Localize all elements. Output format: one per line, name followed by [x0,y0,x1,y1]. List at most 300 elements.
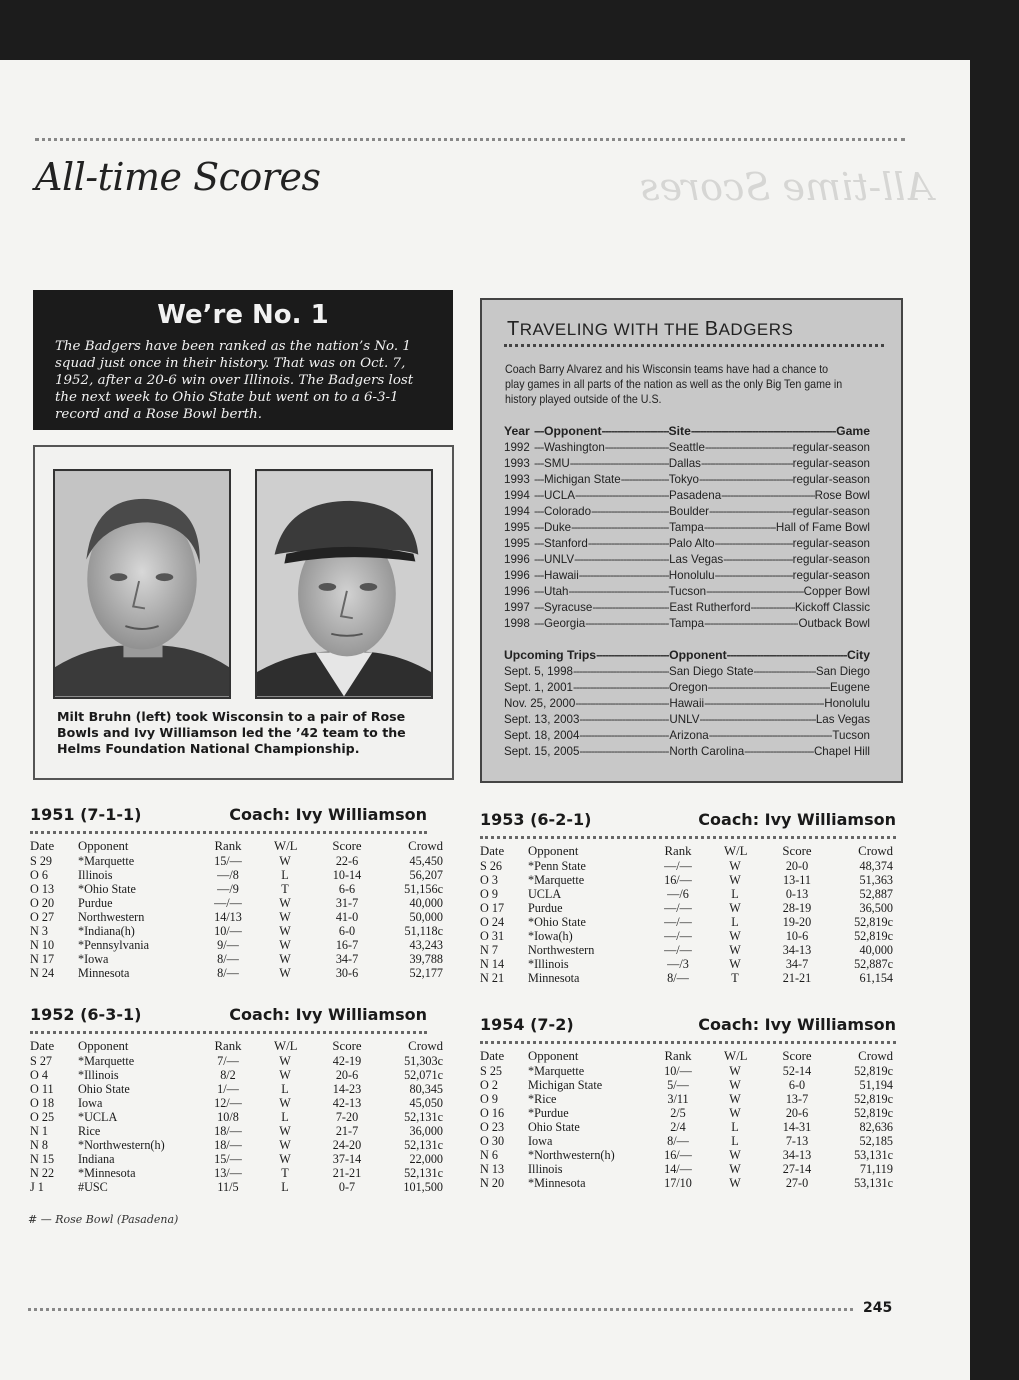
dash-leader [704,617,798,630]
game-result: W [729,901,741,915]
col-rank: Rank [214,839,242,853]
dash-leader [744,745,814,758]
game-result: L [731,1120,739,1134]
travel-site: Seattle [668,441,705,454]
col-upcoming: Upcoming Trips [504,648,597,662]
game-crowd: 52,819c [854,1064,893,1078]
dash-leader [588,537,669,550]
game-row [30,924,443,938]
game-opponent: *Marquette [528,1064,585,1078]
dash-leader [701,457,793,470]
game-row [480,971,896,985]
game-date: N 10 [30,938,55,952]
upcoming-header-row [504,646,870,662]
travel-game: regular-season [792,473,870,486]
ivy-williamson-photo [255,469,433,699]
game-result: W [279,1124,291,1138]
game-row [480,1134,896,1148]
travel-header-row [504,422,870,438]
game-opponent: *Ohio State [528,915,586,929]
game-date: N 6 [480,1148,498,1162]
upcoming-city: Chapel Hill [813,745,870,758]
travel-game: regular-season [792,441,870,454]
travel-row [504,582,870,598]
upcoming-row [504,694,870,710]
game-date: N 17 [30,952,55,966]
game-date: N 13 [480,1162,505,1176]
travel-game: regular-season [792,569,870,582]
travel-site: Palo Alto [668,537,715,550]
game-crowd: 52,819c [854,915,893,929]
game-crowd: 52,819c [854,1106,893,1120]
game-result: W [279,1054,291,1068]
travel-year: 1994 [504,505,530,518]
upcoming-date: Nov. 25, 2000 [504,697,576,710]
dash-leader [573,681,669,694]
season-coach: Coach: Ivy Williamson [229,805,427,824]
dash-leader [708,681,830,694]
dash-leader [592,601,669,614]
game-rank: 8/— [217,952,239,966]
game-score: 28-19 [782,901,812,915]
col-wl: W/L [274,1039,298,1053]
game-rank: 2/4 [670,1120,686,1134]
game-score: 14-31 [782,1120,812,1134]
game-crowd: 80,345 [409,1082,443,1096]
upcoming-date: Sept. 15, 2005 [504,745,580,758]
upcoming-opponent: Hawaii [669,697,705,710]
game-rank: 7/— [217,1054,239,1068]
game-rank: 8/2 [220,1068,236,1082]
col-opponent: Opponent [78,839,129,853]
game-date: O 9 [480,887,498,901]
game-date: O 9 [480,1092,498,1106]
travel-site: Dallas [668,457,701,470]
game-row [480,1078,896,1092]
dash-leader [534,473,544,486]
upcoming-row [504,662,870,678]
game-row [480,859,896,873]
game-score: 13-7 [785,1092,809,1106]
travel-game: Outback Bowl [798,617,870,630]
coaches-photo-panel [33,445,454,780]
game-result: W [729,859,741,873]
game-result: W [279,1138,291,1152]
game-row [480,929,896,943]
game-date: O 23 [480,1120,505,1134]
game-crowd: 48,374 [859,859,893,873]
game-score: 22-6 [335,854,359,868]
travel-row [504,486,870,502]
game-opponent: Rice [78,1124,101,1138]
game-crowd: 61,154 [859,971,893,985]
game-rank: —/— [664,915,692,929]
game-result: W [279,1068,291,1082]
travel-row [504,438,870,454]
season-1954 [480,1015,896,1215]
game-date: S 27 [30,1054,53,1068]
game-opponent: *UCLA [78,1110,118,1124]
upcoming-city: San Diego [815,665,870,678]
game-result: L [731,1134,739,1148]
game-result: W [279,952,291,966]
upcoming-opponent: North Carolina [669,745,745,758]
game-crowd: 45,450 [409,854,443,868]
game-crowd: 53,131c [854,1176,893,1190]
game-rank: 16/— [664,873,692,887]
game-score: 34-13 [782,1148,812,1162]
game-rank: 18/— [214,1124,242,1138]
travel-opponent: SMU [544,457,570,470]
col-opponent: Opponent [78,1039,129,1053]
col-crowd: Crowd [858,1049,893,1063]
col-opponent: Opponent [544,424,602,438]
game-result: W [729,929,741,943]
game-row [480,1064,896,1078]
game-date: N 24 [30,966,55,980]
season-record: 1953 (6-2-1) [480,810,592,829]
season-record: 1954 (7-2) [480,1015,574,1034]
travel-game: Rose Bowl [814,489,870,502]
dash-leader [579,729,669,742]
travel-site: Tampa [669,521,704,534]
travel-year: 1994 [504,489,530,502]
game-crowd: 52,131c [404,1166,443,1180]
game-row [30,1180,443,1194]
game-date: O 3 [480,873,498,887]
game-result: W [729,1176,741,1190]
game-result: W [279,1096,291,1110]
game-crowd: 71,119 [859,1162,893,1176]
game-opponent: *Iowa [78,952,109,966]
game-date: O 11 [30,1082,54,1096]
game-row [30,1096,443,1110]
game-result: W [279,938,291,952]
col-score: Score [332,839,362,853]
upcoming-opponent: San Diego State [668,665,754,678]
game-opponent: *Illinois [528,957,569,971]
game-opponent: Minnesota [78,966,130,980]
game-rank: 3/11 [667,1092,689,1106]
game-date: O 27 [30,910,55,924]
dash-leader [602,424,669,438]
col-crowd: Crowd [858,844,893,858]
col-city: City [846,648,870,662]
game-crowd: 56,207 [409,868,443,882]
game-score: 31-7 [335,896,359,910]
game-row [480,1092,896,1106]
game-opponent: Illinois [528,1162,563,1176]
game-result: W [729,1162,741,1176]
game-crowd: 52,131c [404,1110,443,1124]
travel-row [504,550,870,566]
game-score: 24-20 [332,1138,362,1152]
col-date: Date [480,1049,505,1063]
game-date: N 14 [480,957,505,971]
game-score: 20-0 [785,859,809,873]
game-score: 21-21 [332,1166,362,1180]
game-opponent: *Minnesota [78,1166,136,1180]
upcoming-city: Eugene [830,681,870,694]
game-opponent: Indiana [78,1152,115,1166]
rose-bowl-footnote: # — Rose Bowl (Pasadena) [28,1213,179,1226]
were-no-1-body: The Badgers have been ranked as the nation’s No. 1 squad just once in their history. That was on Oct. 7, 1952, after a 20-6 win over Illinois. The Badgers lost the next week to Ohio State but went on to a 6-3-1 record and a Rose Bowl berth. [55,339,414,422]
milt-bruhn-photo [53,469,231,699]
dash-leader [705,441,793,454]
dash-leader [753,665,815,678]
travel-year: 1993 [504,457,530,470]
traveling-sidebar [480,298,903,783]
travel-year: 1996 [504,569,530,582]
game-rank: —/3 [667,957,689,971]
traveling-dotted-rule [504,344,884,347]
game-date: N 1 [30,1124,48,1138]
travel-row [504,518,870,534]
dash-leader [704,697,824,710]
game-result: W [729,1078,741,1092]
travel-year: 1997 [504,601,530,614]
game-score: 10-6 [785,929,809,943]
col-date: Date [480,844,505,858]
travel-site: Pasadena [668,489,722,502]
game-score: 41-0 [335,910,359,924]
game-opponent: *Pennsylvania [78,938,150,952]
game-date: N 3 [30,924,48,938]
upcoming-opponent: Arizona [669,729,709,742]
dash-leader [596,648,669,662]
game-score: 6-6 [338,882,356,896]
game-opponent: *Indiana(h) [78,924,135,938]
game-result: W [279,924,291,938]
game-date: N 8 [30,1138,48,1152]
col-site: Site [668,424,691,438]
dash-leader [700,713,816,726]
season-record: 1952 (6-3-1) [30,1005,142,1024]
game-rank: 13/— [214,1166,242,1180]
game-result: L [281,1110,289,1124]
game-opponent: *Iowa(h) [528,929,573,943]
game-crowd: 43,243 [409,938,443,952]
dash-leader [699,473,793,486]
bleed-through-title: All-time Scores [640,165,933,209]
game-crowd: 36,000 [409,1124,443,1138]
game-rank: 18/— [214,1138,242,1152]
travel-opponent: Stanford [544,537,588,550]
game-result: L [281,868,289,882]
game-row [30,938,443,952]
game-opponent: Purdue [528,901,563,915]
game-row [480,943,896,957]
game-score: 52-14 [782,1064,812,1078]
season-dotted-rule [480,1041,896,1044]
game-date: N 22 [30,1166,55,1180]
dash-leader [715,569,793,582]
game-result: W [729,943,741,957]
travel-year: 1998 [504,617,530,630]
game-opponent: *Minnesota [528,1176,586,1190]
game-date: O 16 [480,1106,505,1120]
game-opponent: Northwestern [78,910,145,924]
upcoming-city: Honolulu [824,697,870,710]
dash-leader [579,745,669,758]
game-crowd: 40,000 [859,943,893,957]
game-opponent: Iowa [78,1096,103,1110]
game-date: O 20 [30,896,55,910]
game-crowd: 50,000 [409,910,443,924]
game-row [480,1162,896,1176]
col-wl: W/L [274,839,298,853]
game-row [30,952,443,966]
col-date: Date [30,1039,55,1053]
game-date: N 20 [480,1176,505,1190]
game-score: 7-13 [785,1134,809,1148]
game-result: W [729,873,741,887]
game-date: S 25 [480,1064,503,1078]
season-1953 [480,810,896,1010]
dash-leader [706,585,804,598]
game-rank: —/6 [667,887,689,901]
game-crowd: 39,788 [409,952,443,966]
game-score: 42-19 [332,1054,362,1068]
game-result: W [279,966,291,980]
travel-game: Kickoff Classic [794,601,870,614]
game-rank: 8/— [667,971,689,985]
dash-leader [534,505,544,518]
travel-row [504,502,870,518]
game-opponent: UCLA [528,887,562,901]
game-date: O 17 [480,901,505,915]
game-score: 20-6 [335,1068,359,1082]
game-rank: 8/— [217,966,239,980]
col-score: Score [332,1039,362,1053]
dash-leader [605,441,669,454]
page-title: All-time Scores [35,155,321,199]
page [0,60,970,1380]
travel-year: 1993 [504,473,530,486]
game-rank: —/— [664,901,692,915]
travel-site: Boulder [669,505,710,518]
dash-leader [534,617,544,630]
game-date: O 18 [30,1096,55,1110]
game-score: 6-0 [788,1078,806,1092]
game-crowd: 52,887 [859,887,893,901]
upcoming-row [504,742,870,758]
game-rank: —/— [664,943,692,957]
game-rank: 10/— [664,1064,692,1078]
game-opponent: *Marquette [78,1054,135,1068]
game-row [30,1166,443,1180]
game-date: N 21 [480,971,505,985]
season-dotted-rule [30,831,427,834]
game-date: O 6 [30,868,48,882]
travel-row [504,454,870,470]
game-row [30,896,443,910]
travel-row [504,614,870,630]
dash-leader [727,648,847,662]
travel-opponent: UNLV [544,553,575,566]
game-score: 21-21 [782,971,812,985]
dash-leader [534,457,544,470]
travel-year: 1992 [504,441,530,454]
season-1952 [30,1005,443,1215]
game-score: 30-6 [335,966,359,980]
game-rank: 5/— [667,1078,689,1092]
game-rank: 14/— [664,1162,692,1176]
game-score: 34-7 [335,952,359,966]
game-date: N 7 [480,943,498,957]
game-row [30,1068,443,1082]
game-crowd: 52,819c [854,1092,893,1106]
game-score: 21-7 [335,1124,359,1138]
game-result: L [281,1180,289,1194]
game-rank: 1/— [217,1082,239,1096]
season-header [480,810,896,829]
game-score: 42-13 [332,1096,362,1110]
game-crowd: 52,071c [404,1068,443,1082]
game-opponent: Illinois [78,868,113,882]
game-score: 6-0 [338,924,356,938]
game-date: O 2 [480,1078,498,1092]
game-date: N 15 [30,1152,55,1166]
dash-leader [709,729,833,742]
game-result: T [281,1166,289,1180]
dash-leader [534,489,544,502]
game-row [480,887,896,901]
col-crowd: Crowd [408,839,443,853]
travel-row [504,470,870,486]
travel-year: 1995 [504,521,530,534]
game-opponent: *Marquette [528,873,585,887]
game-crowd: 52,177 [409,966,443,980]
game-rank: 8/— [667,1134,689,1148]
game-date: O 4 [30,1068,48,1082]
upcoming-row [504,726,870,742]
dash-leader [570,457,669,470]
game-opponent: #USC [78,1180,108,1194]
season-coach: Coach: Ivy Williamson [698,1015,896,1034]
col-year: Year [504,424,530,438]
season-header [30,805,427,824]
game-result: W [279,854,291,868]
game-rank: 15/— [214,1152,242,1166]
upcoming-city: Las Vegas [815,713,870,726]
game-rank: —/9 [217,882,239,896]
game-crowd: 40,000 [409,896,443,910]
game-row [30,1110,443,1124]
travel-game: regular-season [792,553,870,566]
col-rank: Rank [214,1039,242,1053]
dash-leader [723,553,792,566]
game-rank: 2/5 [670,1106,686,1120]
page-number: 245 [863,1300,893,1316]
travel-opponent: Colorado [544,505,592,518]
game-crowd: 52,819c [854,929,893,943]
game-crowd: 52,887c [854,957,893,971]
travel-row [504,566,870,582]
game-row [30,966,443,980]
game-date: S 29 [30,854,53,868]
game-opponent: Ohio State [528,1120,580,1134]
game-crowd: 52,185 [859,1134,893,1148]
col-score: Score [782,844,812,858]
dash-leader [575,697,669,710]
game-row [30,910,443,924]
travel-opponent: UCLA [544,489,575,502]
dash-leader [579,569,669,582]
dash-leader [534,553,544,566]
game-opponent: Minnesota [528,971,580,985]
game-opponent: Michigan State [528,1078,603,1092]
